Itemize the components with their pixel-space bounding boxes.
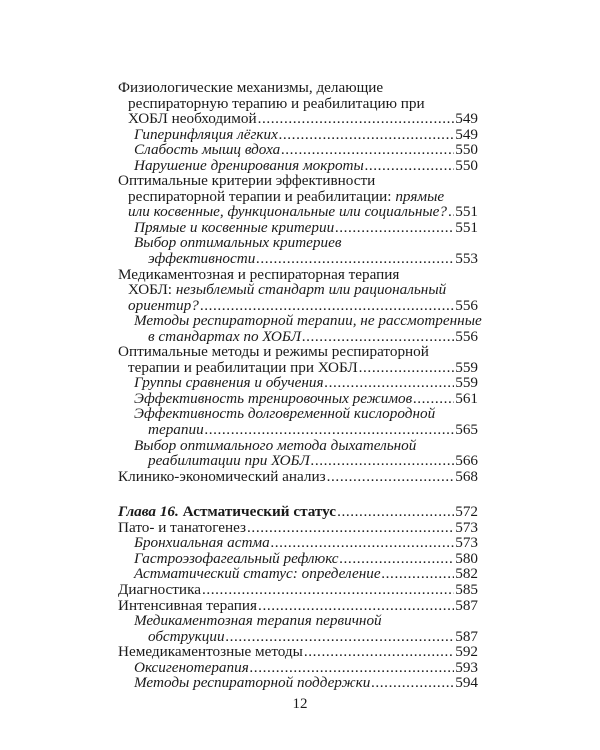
toc-entry[interactable] (118, 660, 478, 676)
toc-page-number: 556 (455, 327, 478, 345)
dot-leader (337, 504, 454, 520)
toc-chapter-heading[interactable] (118, 504, 478, 520)
toc-entry[interactable] (118, 613, 478, 644)
toc-entry[interactable] (118, 582, 478, 598)
toc-entry[interactable] (118, 220, 478, 236)
toc-page-number: 593 (455, 658, 478, 676)
toc-entry[interactable] (118, 142, 478, 158)
dot-leader (256, 251, 454, 267)
toc-entry[interactable] (118, 675, 478, 691)
toc-entry[interactable] (118, 267, 478, 314)
toc-page-number: 556 (455, 296, 478, 314)
chapter-number: Глава 16. (118, 503, 179, 521)
toc-entry[interactable] (118, 173, 478, 220)
toc-entry-text: респираторной терапии и реабилитации: (128, 187, 392, 205)
dot-leader (325, 375, 455, 391)
toc-entry-text: терапии и реабилитации при ХОБЛ (128, 358, 358, 376)
toc-page-number: 580 (455, 549, 478, 567)
toc-entry-text: Немедикаментозные методы (118, 643, 303, 661)
dot-leader (250, 660, 454, 676)
toc-page-number: 551 (455, 218, 478, 236)
toc-page-number: 559 (455, 358, 478, 376)
toc-entry-text: Эффективность долговременной кислородной (134, 405, 436, 423)
toc-entry-text: ХОБЛ необходимой (128, 110, 257, 128)
toc-entry[interactable] (118, 535, 478, 551)
dot-leader (371, 675, 454, 691)
toc-page-number: 551 (455, 203, 478, 221)
toc-entry[interactable] (118, 344, 478, 375)
toc-entry-text: Медикаментозная и респираторная терапия (118, 265, 400, 283)
toc-entry[interactable] (118, 551, 478, 567)
toc-entry-text: Слабость мышц вдоха (134, 141, 281, 159)
dot-leader (205, 422, 455, 438)
toc-entry[interactable] (118, 520, 478, 536)
toc-entry-text: Выбор оптимальных критериев (134, 234, 342, 252)
toc-page-number: 585 (455, 580, 478, 598)
toc-page-number: 587 (455, 627, 478, 645)
toc-page-number: 568 (455, 467, 478, 485)
toc-entry-text: Выбор оптимального метода дыхательной (134, 436, 417, 454)
toc-entry-text: реабилитации при ХОБЛ (148, 452, 310, 470)
table-of-contents (118, 79, 482, 692)
dot-leader (335, 220, 454, 236)
dot-leader (271, 535, 455, 551)
toc-entry-text: респираторную терапию и реабилитацию при (128, 94, 425, 112)
toc-page-number: 553 (455, 250, 478, 268)
toc-entry[interactable] (118, 235, 478, 266)
dot-leader (302, 329, 454, 345)
dot-leader (202, 582, 454, 598)
dot-leader (258, 598, 454, 614)
dot-leader (382, 566, 455, 582)
toc-entry-text: Прямые и косвенные критерии (134, 218, 335, 236)
toc-entry-text: терапии (148, 421, 204, 439)
toc-entry[interactable] (118, 566, 478, 582)
toc-entry-text: эффективности (148, 250, 256, 268)
toc-page-number: 582 (455, 565, 478, 583)
toc-page-number: 561 (455, 389, 478, 407)
toc-entry-text-italic: незыблемый стандарт или рациональный (175, 281, 447, 299)
toc-page-number: 549 (455, 125, 478, 143)
toc-entry[interactable] (118, 644, 478, 660)
dot-leader (304, 644, 454, 660)
toc-entry[interactable] (118, 469, 478, 485)
dot-leader (413, 391, 454, 407)
toc-entry[interactable] (118, 80, 478, 127)
toc-entry-text-italic: или косвенные, функциональные или социальные? (128, 203, 447, 221)
toc-entry[interactable] (118, 127, 478, 143)
toc-page-number: 550 (455, 141, 478, 159)
dot-leader (448, 204, 454, 220)
toc-entry-text: ХОБЛ: (128, 281, 173, 299)
toc-entry[interactable] (118, 312, 482, 345)
toc-entry-text: Интенсивная терапия (118, 596, 258, 614)
toc-page-number: 594 (455, 674, 478, 692)
toc-entry[interactable] (118, 158, 478, 174)
toc-entry-text: Оптимальные критерии эффективности (118, 172, 376, 190)
toc-page-number: 559 (455, 374, 478, 392)
toc-entry-text: Оксигенотерапия (134, 658, 249, 676)
toc-page-number: 549 (455, 110, 478, 128)
toc-page-number: 566 (455, 452, 478, 470)
toc-entry-text: Физиологические механизмы, делающие (118, 79, 384, 96)
toc-page-number: 573 (455, 518, 478, 536)
dot-leader (281, 142, 454, 158)
toc-entry-text: в стандартах по ХОБЛ (148, 327, 302, 345)
toc-page-number: 592 (455, 643, 478, 661)
toc-page-number: 587 (455, 596, 478, 614)
toc-entry[interactable] (118, 391, 478, 407)
dot-leader (311, 453, 454, 469)
toc-entry-text: Бронхиальная астма (134, 534, 270, 552)
dot-leader (279, 127, 454, 143)
toc-entry-text: Группы сравнения и обучения (134, 374, 324, 392)
dot-leader (247, 520, 454, 536)
toc-entry-text: Астматический статус: определение (134, 565, 381, 583)
toc-entry-text: Эффективность тренировочных режимов (134, 389, 413, 407)
toc-page-number: 565 (455, 421, 478, 439)
page-number: 12 (292, 696, 308, 712)
toc-entry-text: Клинико-экономический анализ (118, 467, 326, 485)
dot-leader (226, 629, 455, 645)
chapter-title: Астматический статус (182, 503, 337, 521)
toc-entry-text: Медикаментозная терапия первичной (134, 612, 382, 630)
toc-page-number: 573 (455, 534, 478, 552)
toc-entry-text-italic: прямые (395, 187, 445, 205)
toc-entry-text-italic: ориентир? (128, 296, 199, 314)
toc-entry-text: Методы респираторной поддержки (134, 674, 371, 692)
toc-entry[interactable] (118, 375, 478, 391)
toc-entry[interactable] (118, 406, 478, 437)
toc-entry-text: Пато- и танатогенез (118, 518, 247, 536)
toc-page-number: 572 (455, 503, 478, 521)
toc-entry-text: Нарушение дренирования мокроты (134, 156, 364, 174)
toc-entry-text: Диагностика (118, 580, 201, 598)
toc-entry[interactable] (118, 438, 478, 469)
toc-entry-text: Методы респираторной терапии, не рассмотренные (134, 312, 482, 330)
toc-entry[interactable] (118, 598, 478, 614)
dot-leader (327, 469, 455, 485)
toc-entry-text: Гастроэзофагеальный рефлюкс (134, 549, 339, 567)
dot-leader (340, 551, 455, 567)
toc-page-number: 550 (455, 156, 478, 174)
dot-leader (200, 298, 454, 314)
toc-entry-text: Оптимальные методы и режимы респираторной (118, 343, 429, 361)
dot-leader (359, 360, 455, 376)
dot-leader (258, 111, 455, 127)
toc-entry-text: обструкции (148, 627, 225, 645)
dot-leader (365, 158, 454, 174)
toc-entry-text: Гиперинфляция лёгких (134, 125, 278, 143)
